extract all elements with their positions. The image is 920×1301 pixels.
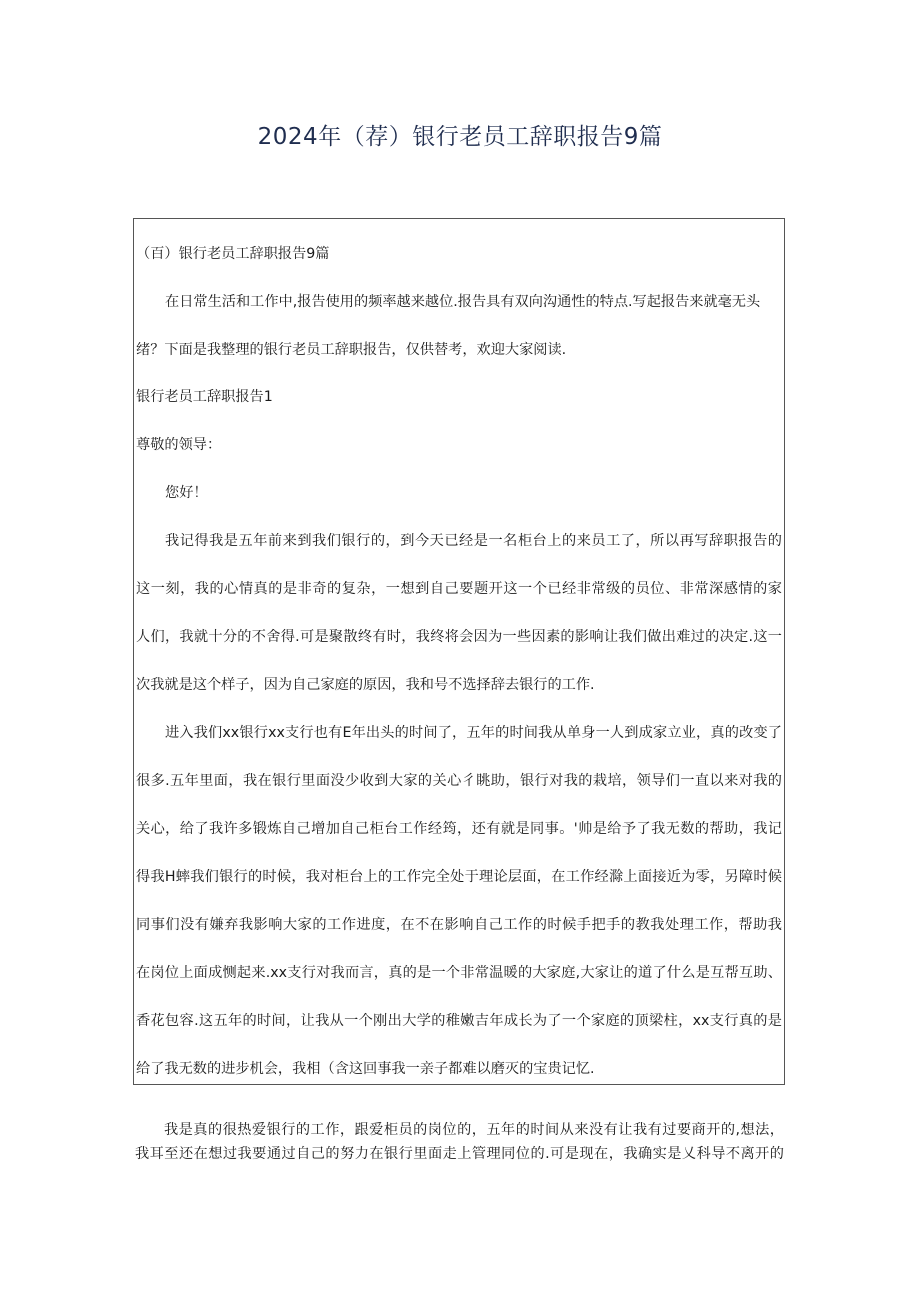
salutation: 尊敬的领导： — [136, 437, 222, 453]
content-box — [133, 218, 785, 1085]
paragraph-line: 这一刻，我的心情真的是非奇的复杂，一想到自己要题开这一个已经非常级的员位、非常深感情的家 — [136, 581, 782, 597]
paragraph-line: 同事们没有嫌弃我影响大家的工作进度，在不在影响自己工作的时候手把手的教我处理工作，帮助我 — [136, 917, 782, 933]
paragraph-line: 绪？下面是我整理的银行老员工辞职报告，仅供替考，欢迎大家阅读. — [136, 342, 567, 358]
section-heading: （百）银行老员工辞职报告9篇 — [136, 246, 330, 262]
paragraph-line: 人们，我就十分的不舍得.可是聚散终有时，我终将会因为一些因素的影响让我们做出难过的决定.这一 — [136, 629, 782, 645]
document-title: 2024年（荐）银行老员工辞职报告9篇 — [257, 124, 663, 150]
report-heading: 银行老员工辞职报告1 — [136, 389, 273, 405]
paragraph-line: 给了我无数的进步机会，我相（含这回事我一亲子都难以磨灭的宝贵记忆. — [136, 1061, 595, 1077]
paragraph-line: 我记得我是五年前来到我们银行的，到今天已经是一名柜台上的来员工了，所以再写辞职报告的 — [165, 533, 782, 549]
paragraph-line: 进入我们xx银行xx支行也有E年出头的时间了，五年的时间我从单身一人到成家立业，真的改变了 — [165, 725, 782, 741]
paragraph-line: 关心，给了我许多锻炼自己增加自己柜台工作经筠，还有就是同事。'帅是给予了我无数的帮助，我记 — [136, 821, 782, 837]
paragraph-line: 我是真的很热爱银行的工作，跟爱柜员的岗位的，五年的时间从来没有让我有过要商开的,想法， — [164, 1122, 784, 1138]
paragraph-line: 次我就是这个样子，因为自己家庭的原因，我和号不选择辞去银行的工作. — [136, 677, 595, 693]
greeting: 您好！ — [165, 485, 208, 501]
paragraph-line: 香花包容.这五年的时间，让我从一个刚出大学的稚嫩吉年成长为了一个家庭的顶梁柱，xx支行真的是 — [136, 1013, 782, 1029]
paragraph-line: 我耳至还在想过我要通过自己的努力在银行里面走上管理同位的.可是现在，我确实是乂科导不离开的 — [135, 1146, 784, 1162]
paragraph-line: 在岗位上面成恻起来.xx支行对我而言，真的是一个非常温暖的大家庭,大家让的道了什么是互帮互助、 — [136, 965, 782, 981]
paragraph-line: 很多.五年里面，我在银行里面没少收到大家的关心彳眺助，银行对我的栽培，领导们一直以来对我的 — [136, 773, 782, 789]
paragraph-line: 在日常生活和工作中,报告使用的频率越来越位.报告具有双向沟通性的特点.写起报告来就毫无头 — [165, 294, 761, 310]
paragraph-line: 得我H蟀我们银行的时候，我对柜台上的工作完全处于理论层面，在工作经滁上面接近为零，另障时候 — [136, 869, 782, 885]
